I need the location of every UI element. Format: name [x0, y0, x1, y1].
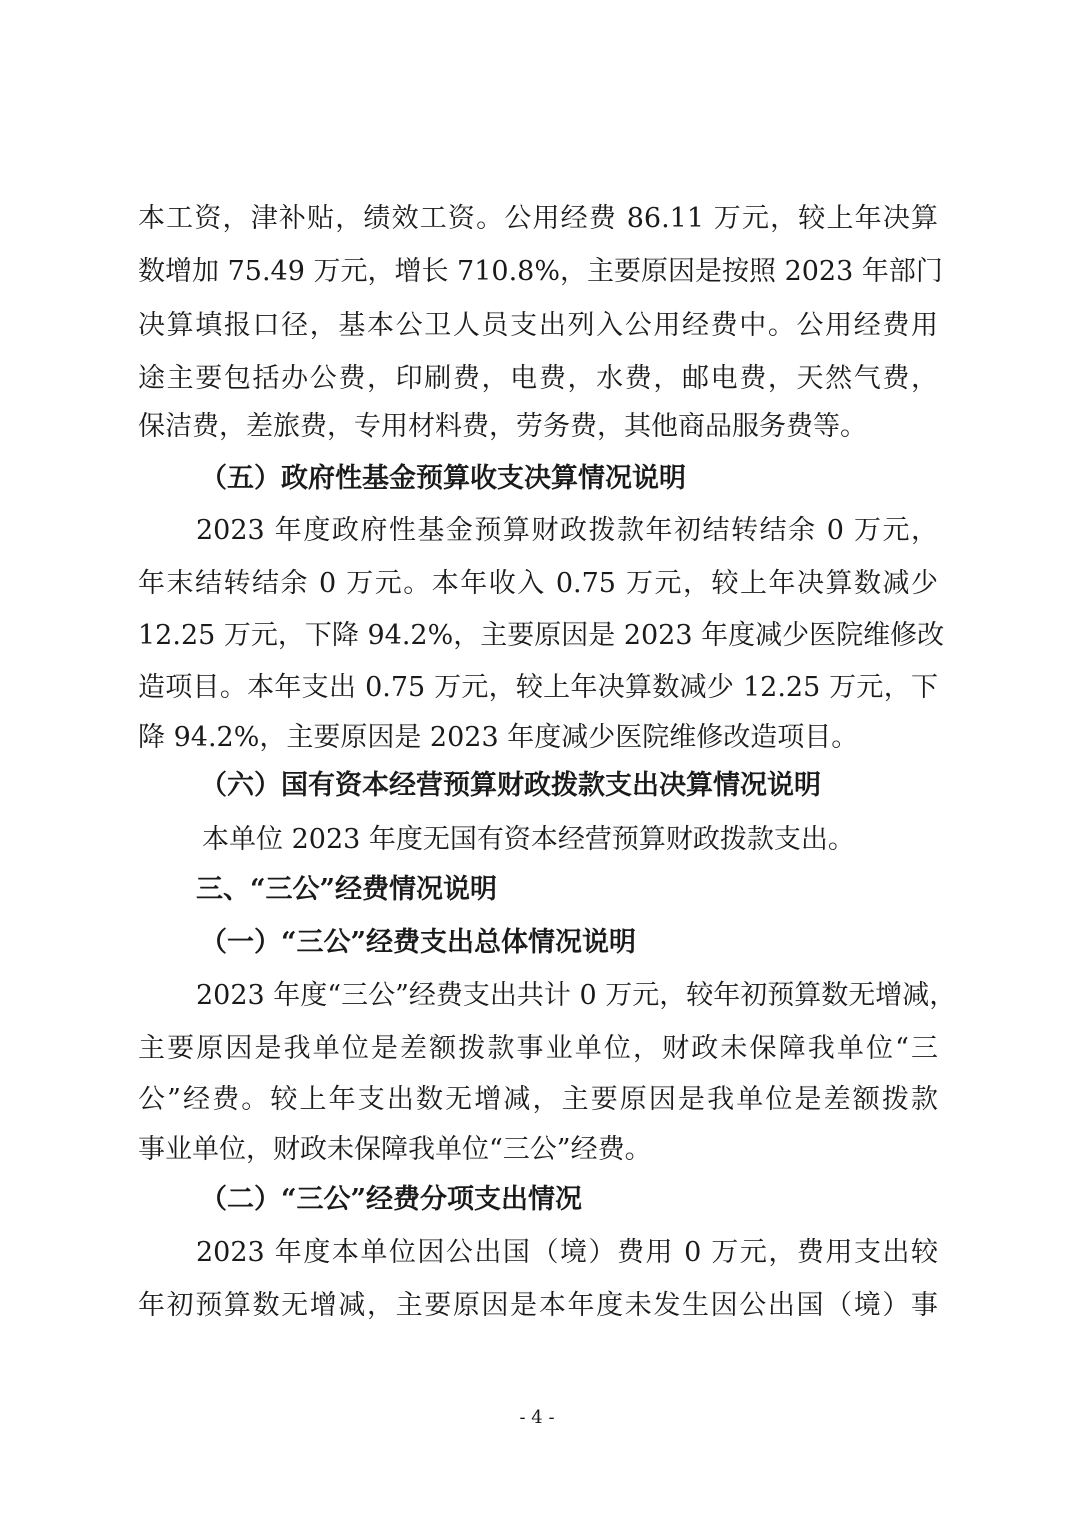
body-text-line: 主要原因是我单位是差额拨款事业单位，财政未保障我单位“三 — [138, 1033, 938, 1064]
body-text-line: 降 94.2%，主要原因是 2023 年度减少医院维修改造项目。 — [138, 722, 859, 753]
body-text-line: 本工资，津补贴，绩效工资。公用经费 86.11 万元，较上年决算 — [138, 203, 938, 234]
body-text-line: 年末结转结余 0 万元。本年收入 0.75 万元，较上年决算数减少 — [138, 568, 938, 599]
body-text-line: 数增加 75.49 万元，增长 710.8%，主要原因是按照 2023 年部门 — [138, 256, 943, 287]
page-number: - 4 - — [519, 1407, 555, 1428]
body-text-line: 保洁费，差旅费，专用材料费，劳务费，其他商品服务费等。 — [138, 411, 867, 442]
body-text-line: 2023 年度本单位因公出国（境）费用 0 万元，费用支出较 — [196, 1237, 938, 1268]
body-text-line: 事业单位，财政未保障我单位“三公”经费。 — [138, 1134, 652, 1165]
section-heading-3-1: （一）“三公”经费支出总体情况说明 — [200, 927, 637, 958]
body-text-line: 途主要包括办公费，印刷费，电费，水费，邮电费，天然气费， — [138, 363, 938, 394]
body-text-line: 年初预算数无增减，主要原因是本年度未发生因公出国（境）事 — [138, 1290, 938, 1321]
body-text-line: 造项目。本年支出 0.75 万元，较上年决算数减少 12.25 万元，下 — [138, 672, 938, 703]
body-text-line: 2023 年度“三公”经费支出共计 0 万元，较年初预算数无增减， — [196, 980, 957, 1011]
body-text-line: 2023 年度政府性基金预算财政拨款年初结转结余 0 万元， — [196, 515, 938, 546]
body-text-line: 公”经费。较上年支出数无增减，主要原因是我单位是差额拨款 — [138, 1084, 938, 1115]
chapter-heading-3: 三、“三公”经费情况说明 — [196, 874, 498, 905]
body-text-line: 决算填报口径，基本公卫人员支出列入公用经费中。公用经费用 — [138, 310, 938, 341]
section-heading-5: （五）政府性基金预算收支决算情况说明 — [200, 463, 686, 494]
body-text-line: 12.25 万元，下降 94.2%，主要原因是 2023 年度减少医院维修改 — [138, 620, 945, 651]
section-heading-3-2: （二）“三公”经费分项支出情况 — [200, 1184, 583, 1215]
section-heading-6: （六）国有资本经营预算财政拨款支出决算情况说明 — [200, 770, 821, 801]
body-text-line: 本单位 2023 年度无国有资本经营预算财政拨款支出。 — [202, 824, 855, 855]
